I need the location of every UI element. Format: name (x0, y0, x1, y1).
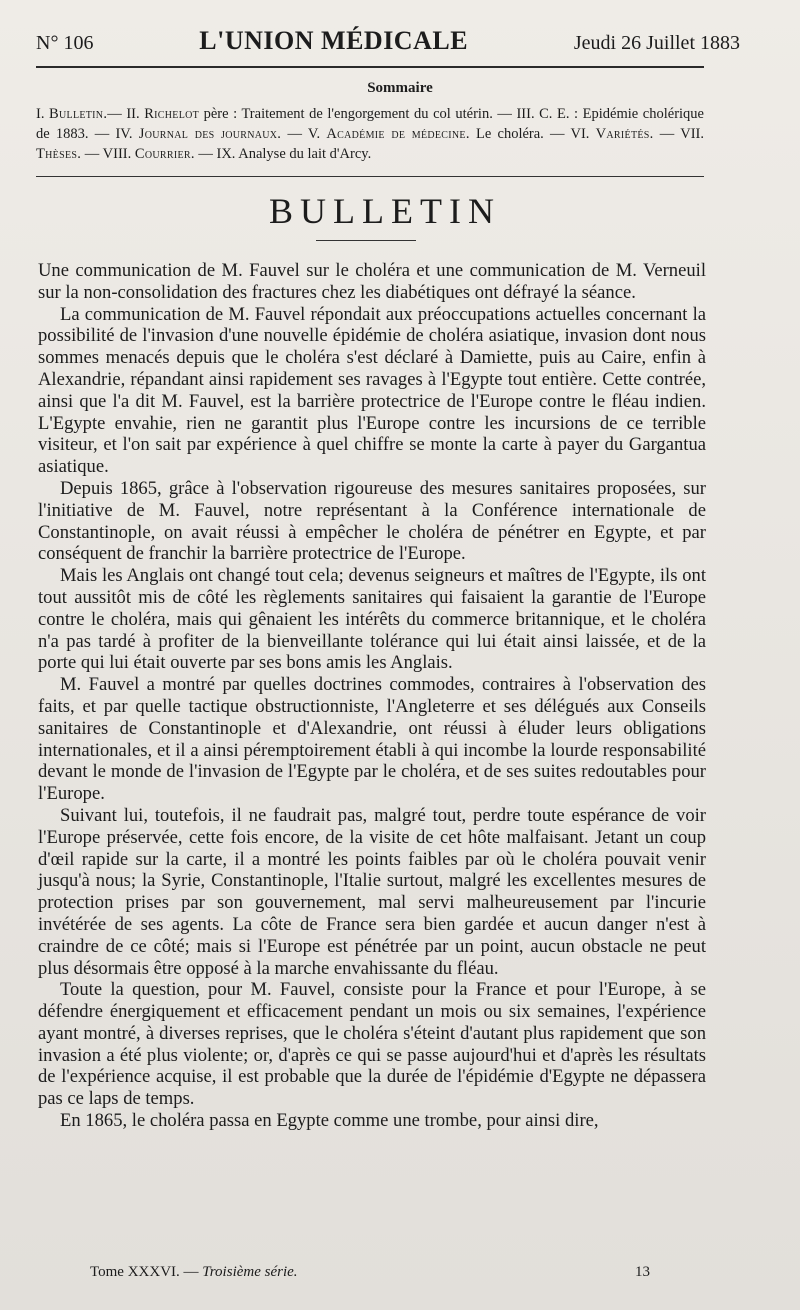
summary-item-head: Courrier. (134, 146, 195, 162)
summary-item-head: Richelot (144, 106, 200, 122)
journal-title: L'UNION MÉDICALE (199, 26, 469, 55)
summary-title: Sommaire (367, 80, 433, 96)
summary-item-number: I. (36, 106, 45, 122)
paragraph: Une communication de M. Fauvel sur le choléra et une communication de M. Verneuil sur la non-consolidation des fractures chez les diabétiques ont défrayé la séance. (38, 260, 706, 303)
summary-text (36, 104, 704, 164)
issue-number: N° 106 (36, 32, 94, 54)
page-header (36, 26, 740, 56)
summary-item-head: Variétés. (595, 126, 654, 142)
volume-label: Tome XXXVI. — (90, 1264, 203, 1280)
article-body (38, 260, 706, 1132)
summary-rule (36, 176, 704, 177)
paragraph: Suivant lui, toutefois, il ne faudrait pas, malgré tout, perdre toute espérance de voir l'Europe préservée, cette fois encore, de la visite de cet hôte malfaisant. Jetant un coup d'œil rapide sur la carte, il a montré les points faibles par où le choléra pouvait venir jusqu'à nous; la Syrie, Constantinople, l'Italie surtout, malgré les excellentes mesures de protection prises par son gouvernement, mal servi malheureusement par l'incurie invétérée de ses agents. La côte de France sera bien gardée et aucun danger n'est à craindre de ce côté; mais si l'Europe est pénétrée par un point, aucun obstacle ne peut plus désormais être opposé à la marche envahissante du fléau. (38, 804, 706, 979)
section-title: BULLETIN (269, 191, 501, 231)
header-rule (36, 66, 704, 68)
paragraph: Toute la question, pour M. Fauvel, consiste pour la France et pour l'Europe, à se défendre énergiquement et efficacement pendant un mois ou six semaines, l'expérience ayant montré, à diverses reprises, que le choléra s'éteint d'autant plus rapidement que son invasion a été plus violente; or, d'après ce qui se passe aujourd'hui et d'après les résultats de l'expérience acquise, il est probable que la durée de l'épidémie d'Egypte ne dépassera pas ce laps de temps. (38, 979, 706, 1110)
section-title-underline (316, 240, 416, 241)
summary-item-text: — VII. (653, 126, 704, 142)
summary-item-head: Académie de médecine. (326, 126, 470, 142)
summary-item-head: Bulletin. (49, 106, 108, 122)
paragraph: En 1865, le choléra passa en Egypte comme une trombe, pour ainsi dire, (60, 1110, 599, 1132)
page-number: 13 (635, 1264, 650, 1280)
paragraph: M. Fauvel a montré par quelles doctrines commodes, contraires à l'observation des faits, et par quelle tactique obstructionniste, l'Angleterre et ses délégués aux Conseils sanitaires de Constantinople et d'Alexandrie, ont réussi à éluder leurs obligations internationales, et il a ainsi péremptoirement établi à qui incombe la lourde responsabilité devant le monde de l'invasion de l'Egypte par le choléra, et de ses suites redoutables pour l'Europe. (38, 674, 706, 805)
series-label: Troisième série. (202, 1264, 298, 1280)
summary-item-text: père : Traitement de l'engorgement du col utérin. — III. C. E. : Epidémie cholérique de 1883. — IV. (36, 106, 704, 142)
summary-item-text: — IX. Analyse du lait d'Arcy. (194, 146, 372, 162)
summary-item-head: Journal des journaux. (138, 126, 282, 142)
summary-item-text: Le choléra. — VI. (469, 126, 596, 142)
paragraph: Mais les Anglais ont changé tout cela; devenus seigneurs et maîtres de l'Egypte, ils ont tout aussitôt mis de côté les règlements sanitaires qui faisaient la garantie de l'Europe contre le choléra, mais qui gênaient les intérêts du commerce britannique, et le choléra n'a pas tardé à profiter de la bienveillante tolérance qui lui était ainsi laissée, et de la porte qui lui était ouverte par ses bons amis les Anglais. (38, 565, 706, 674)
summary-item-head: Thèses. (36, 146, 82, 162)
summary-item-text: — II. (107, 106, 145, 122)
page-footer (90, 1264, 650, 1281)
paragraph: Depuis 1865, grâce à l'observation rigoureuse des mesures sanitaires proposées, sur l'initiative de M. Fauvel, notre représentant à la Conférence internationale de Constantinople, on avait réussi à empêcher le choléra de pénétrer en Egypte, et par conséquent de franchir la barrière protectrice de l'Europe. (38, 477, 706, 565)
summary-item-text: — VIII. (81, 146, 135, 162)
issue-date: Jeudi 26 Juillet 1883 (573, 32, 740, 54)
summary-item-text: — V. (281, 126, 327, 142)
paragraph: La communication de M. Fauvel répondait aux préoccupations actuelles concernant la possibilité de l'invasion d'une nouvelle épidémie de choléra asiatique, invasion dont nous sommes menacés depuis que le choléra s'est déclaré à Damiette, puis au Caire, enfin à Alexandrie, répandant ainsi rapidement ses ravages à l'Egypte tout entière. Cette contrée, ainsi que l'a dit M. Fauvel, est la barrière protectrice de l'Europe contre le fléau indien. L'Egypte envahie, rien ne garantit plus l'Europe contre les incursions de ce terrible visiteur, et l'on sait par expérience à quel chiffre se monte la carte à payer du Gargantua asiatique. (38, 303, 706, 478)
volume-info (90, 1264, 298, 1281)
